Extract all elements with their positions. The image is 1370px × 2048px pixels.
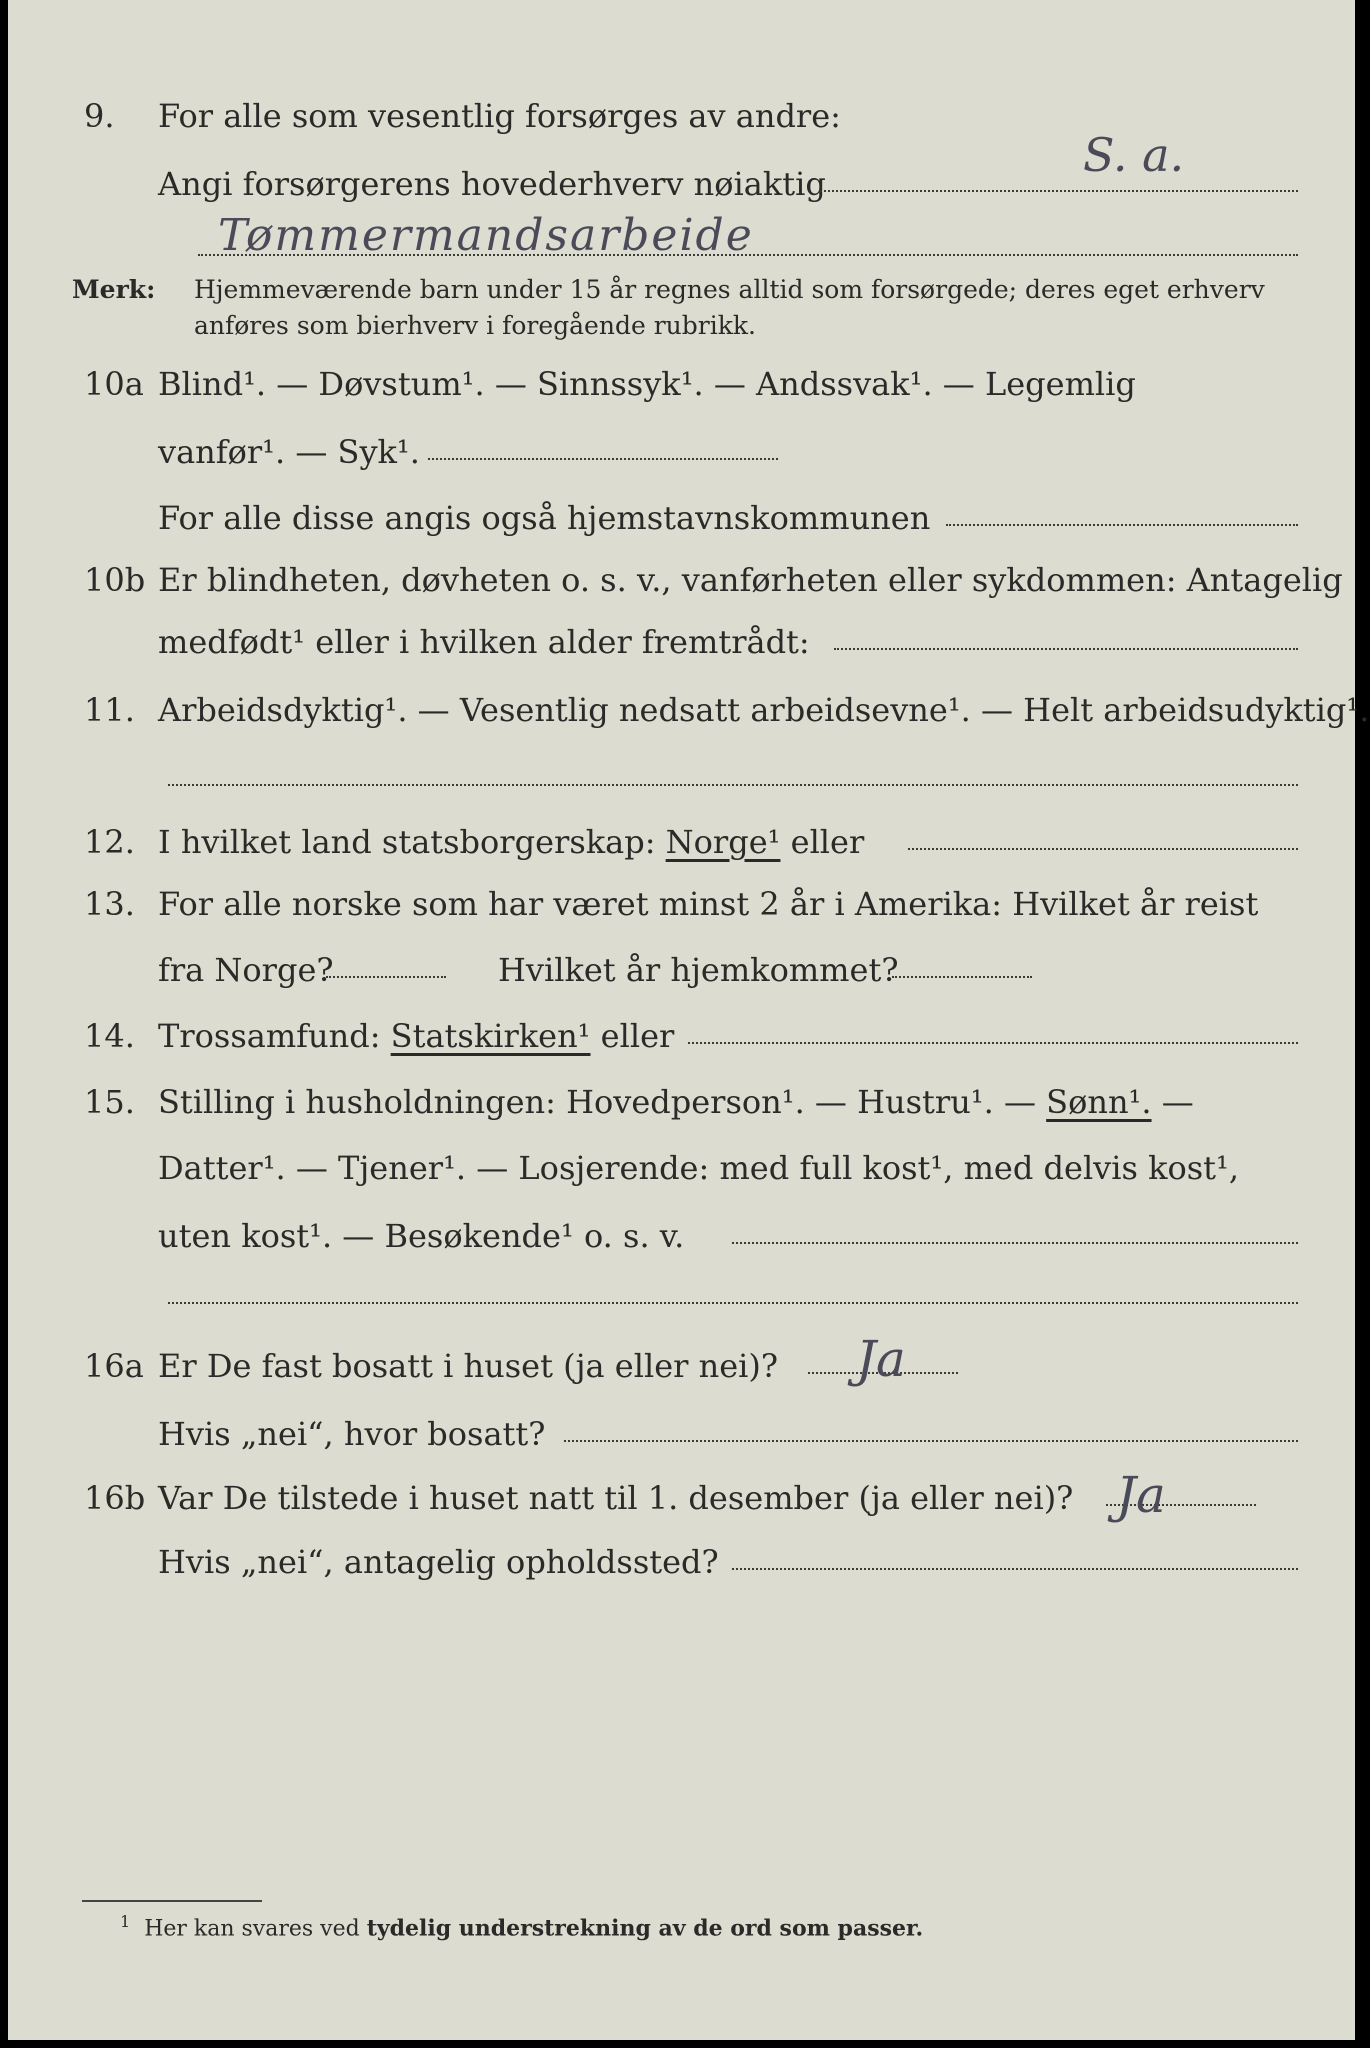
footnote-text: Her kan svares ved — [144, 1916, 360, 1942]
q14-eller: eller — [600, 1017, 675, 1055]
q16b-line2: Hvis „nei“, antagelig opholdssted? — [158, 1543, 719, 1581]
q14-number: 14. — [84, 1017, 135, 1055]
q15-fill-line-2 — [168, 1302, 1298, 1304]
q16a-fill-line-2 — [564, 1440, 1298, 1442]
q16b-line1: Var De tilstede i huset natt til 1. desember (ja eller nei)? — [158, 1479, 1074, 1517]
q9-fill-line-2 — [198, 254, 1298, 256]
q9-line2: Angi forsørgerens hovederhverv nøiaktig — [158, 165, 826, 203]
q11-line1: Arbeidsdyktig¹. — Vesentlig nedsatt arbeidsevne¹. — Helt arbeidsudyktig¹. — [158, 691, 1370, 729]
q10b-fill-line — [834, 648, 1298, 650]
q15-fill-line-1 — [732, 1242, 1298, 1244]
q12-question: I hvilket land statsborgerskap: — [158, 823, 656, 861]
q13-fill-line-2 — [892, 976, 1032, 978]
footnote-bold-text: tydelig understrekning av de ord som passer. — [366, 1915, 924, 1942]
q12-underlined-answer: Norge¹ — [665, 823, 781, 861]
q9-line1: For alle som vesentlig forsørges av andre: — [158, 97, 841, 135]
q13-number: 13. — [84, 885, 135, 923]
q10a-number: 10a — [84, 365, 144, 403]
footnote-mark: 1 — [120, 1912, 131, 1931]
q14-question: Trossamfund: — [158, 1017, 381, 1055]
q11-fill-line — [168, 784, 1298, 786]
q15-line2: Datter¹. — Tjener¹. — Losjerende: med full kost¹, med delvis kost¹, — [158, 1149, 1240, 1187]
q15-line1-dash: — — [1161, 1083, 1194, 1121]
q16a-line1: Er De fast bosatt i huset (ja eller nei)? — [158, 1347, 779, 1385]
q10a-line1: Blind¹. — Døvstum¹. — Sinnssyk¹. — Andssvak¹. — Legemlig — [158, 365, 1136, 403]
q9-handwritten-answer: Tømmermandsarbeide — [218, 210, 754, 261]
q11-number: 11. — [84, 691, 135, 729]
q12-number: 12. — [84, 823, 135, 861]
q13-line1: For alle norske som har været minst 2 år i Amerika: Hvilket år reist — [158, 885, 1259, 923]
q10b-line1: Er blindheten, døvheten o. s. v., vanførheten eller sykdommen: Antagelig — [158, 561, 1343, 599]
q13-fill-line-1 — [326, 976, 446, 978]
q10a-fill-line-1 — [428, 458, 778, 460]
q12-text — [158, 822, 864, 862]
footnote — [120, 1908, 923, 1943]
q15-number: 15. — [84, 1083, 135, 1121]
q10b-line2: medfødt¹ eller i hvilken alder fremtrådt: — [158, 623, 810, 661]
q10a-line3: For alle disse angis også hjemstavnskommunen — [158, 499, 931, 537]
q14-underlined-answer: Statskirken¹ — [390, 1017, 591, 1055]
q9-number: 9. — [84, 97, 115, 135]
footnote-rule — [82, 1900, 262, 1902]
q9-fill-line-1 — [820, 190, 1298, 192]
q10a-line2: vanfør¹. — Syk¹. — [158, 433, 420, 471]
merk-label: Merk: — [72, 275, 156, 304]
q12-eller: eller — [790, 823, 865, 861]
merk-line1: Hjemmeværende barn under 15 år regnes alltid som forsørgede; deres eget erhverv — [194, 275, 1265, 304]
q16a-number: 16a — [84, 1347, 144, 1385]
q16a-line2: Hvis „nei“, hvor bosatt? — [158, 1415, 546, 1453]
q14-fill-line — [688, 1042, 1298, 1044]
q13-line2a: fra Norge? — [158, 951, 334, 989]
q16a-handwritten-answer: Ja — [856, 1330, 906, 1388]
q12-fill-line — [908, 848, 1298, 850]
q16b-fill-line-2 — [732, 1568, 1298, 1570]
merk-line2: anføres som bierhverv i foregående rubrikk. — [194, 311, 756, 340]
q15-line1-text: Stilling i husholdningen: Hovedperson¹. — Hustru¹. — — [158, 1083, 1036, 1121]
q15-line1 — [158, 1082, 1194, 1122]
census-form-page — [8, 0, 1370, 2040]
q14-text — [158, 1016, 674, 1056]
q9-handwritten-note: S. a. — [1083, 128, 1185, 182]
q15-line3: uten kost¹. — Besøkende¹ o. s. v. — [158, 1217, 685, 1255]
q10a-fill-line-2 — [946, 524, 1298, 526]
q16b-handwritten-answer: Ja — [1116, 1466, 1166, 1524]
q16b-number: 16b — [84, 1479, 146, 1517]
q15-underlined-answer: Sønn¹. — [1046, 1083, 1152, 1121]
q10b-number: 10b — [84, 561, 146, 599]
q13-line2b: Hvilket år hjemkommet? — [498, 951, 899, 989]
